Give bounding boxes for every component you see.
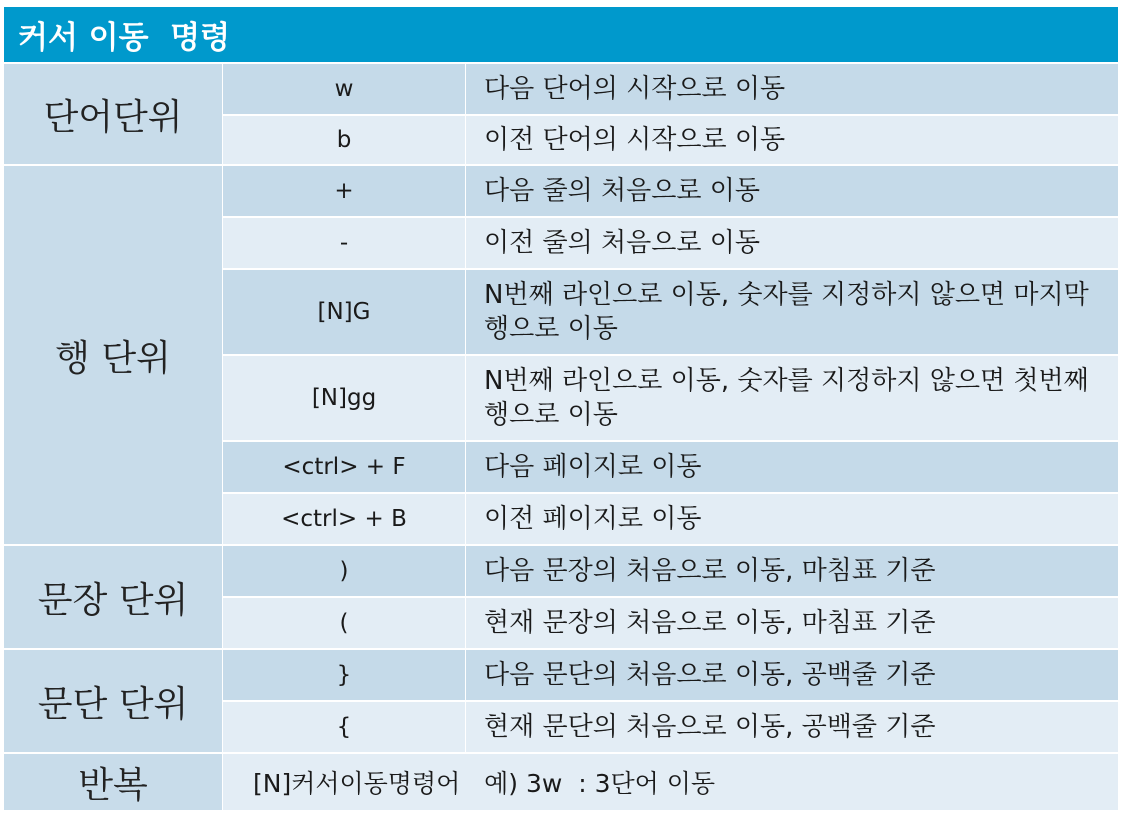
command-key: - [223, 218, 465, 268]
command-description: 다음 단어의 시작으로 이동 [466, 64, 1118, 114]
command-key: ( [223, 598, 465, 648]
command-key: + [223, 166, 465, 216]
command-description: 이전 줄의 처음으로 이동 [466, 218, 1118, 268]
command-key: { [223, 702, 465, 752]
category-line: 행 단위 [4, 166, 222, 544]
title-bar [4, 7, 1118, 62]
command-key: ) [223, 546, 465, 596]
command-key: [N]G [223, 270, 465, 354]
command-key: b [223, 116, 465, 164]
category-word: 단어단위 [4, 64, 222, 164]
category-sentence: 문장 단위 [4, 546, 222, 648]
command-description: 이전 페이지로 이동 [466, 494, 1118, 544]
command-key: w [223, 64, 465, 114]
command-key: <ctrl> + F [223, 442, 465, 492]
category-paragraph: 문단 단위 [4, 650, 222, 752]
command-key: } [223, 650, 465, 700]
command-description: 현재 문장의 처음으로 이동, 마침표 기준 [466, 598, 1118, 648]
page-title: 커서 이동 명령 [18, 20, 231, 56]
command-description: 다음 줄의 처음으로 이동 [466, 166, 1118, 216]
command-description: N번째 라인으로 이동, 숫자를 지정하지 않으면 마지막 행으로 이동 [466, 270, 1118, 354]
command-description: 현재 문단의 처음으로 이동, 공백줄 기준 [466, 702, 1118, 752]
command-description: 다음 페이지로 이동 [466, 442, 1118, 492]
command-description: N번째 라인으로 이동, 숫자를 지정하지 않으면 첫번째 행으로 이동 [466, 356, 1118, 440]
command-description: 다음 문장의 처음으로 이동, 마침표 기준 [466, 546, 1118, 596]
command-key: <ctrl> + B [223, 494, 465, 544]
command-table [4, 64, 1118, 806]
repeat-description: [N]커서이동명령어 예) 3w : 3단어 이동 [223, 754, 1118, 810]
command-description: 이전 단어의 시작으로 이동 [466, 116, 1118, 164]
command-description: 다음 문단의 처음으로 이동, 공백줄 기준 [466, 650, 1118, 700]
category-repeat: 반복 [4, 754, 222, 810]
command-key: [N]gg [223, 356, 465, 440]
